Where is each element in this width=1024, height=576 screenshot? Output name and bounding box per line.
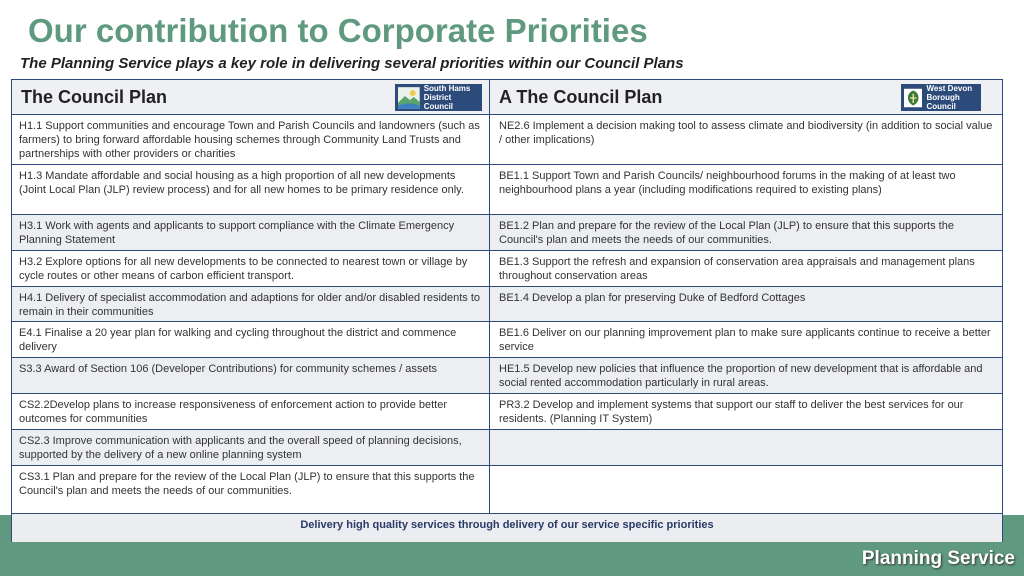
- table-row: [12, 393, 1002, 429]
- left-header-text: The Council Plan: [21, 87, 168, 107]
- brand-label: Planning Service: [861, 548, 1015, 569]
- west-devon-logo-line2: Borough Council: [926, 93, 960, 111]
- table-row: [12, 250, 1002, 286]
- left-cell: H4.1 Delivery of specialist accommodation and adaptions for older and/or disabled residents to remain in their communities: [12, 287, 490, 321]
- south-hams-logo: [395, 84, 482, 111]
- right-cell: NE2.6 Implement a decision making tool to assess climate and biodiversity (in addition to social value / other implications): [499, 120, 993, 146]
- right-cell: BE1.1 Support Town and Parish Councils/ neighbourhood forums in the making of at least two neighbourhood plans a year (including modifications required to existing plans): [499, 170, 956, 196]
- table-row: [12, 164, 1002, 214]
- right-cell: BE1.2 Plan and prepare for the review of the Local Plan (JLP) to ensure that this supports the Council's plan and meets the needs of our communities.: [499, 220, 954, 246]
- table-row: [12, 357, 1002, 393]
- table-row: [12, 214, 1002, 250]
- landscape-icon: [398, 87, 420, 109]
- right-cell: BE1.4 Develop a plan for preserving Duke of Bedford Cottages: [499, 292, 806, 304]
- south-hams-logo-line2: District Council: [423, 93, 454, 111]
- west-devon-logo-line1: West Devon: [926, 84, 973, 93]
- right-cell: [490, 430, 1002, 465]
- left-cell: E4.1 Finalise a 20 year plan for walking and cycling throughout the district and commence delivery: [12, 322, 490, 357]
- priorities-table: [11, 79, 1003, 542]
- left-cell: H3.2 Explore options for all new developments to be connected to nearest town or village by cycle routes or other means of carbon efficient transport.: [12, 251, 490, 286]
- right-cell: [490, 466, 1002, 513]
- left-cell: H1.1 Support communities and encourage Town and Parish Councils and landowners (such as farmers) to bring forward affordable housing schemes through Community Land Trusts and partnerships with other providers or charities: [12, 115, 490, 164]
- table-row: [12, 114, 1002, 164]
- right-cell: HE1.5 Develop new policies that influence the proportion of new development that is affordable and social rented accommodation particularly in rural areas.: [499, 363, 983, 389]
- table-footer: Delivery high quality services through delivery of our service specific priorities: [12, 513, 1002, 542]
- left-cell: CS3.1 Plan and prepare for the review of the Local Plan (JLP) to ensure that this supports the Council's plan and meets the needs of our communities.: [12, 466, 490, 513]
- left-column-header: [12, 80, 490, 114]
- left-cell: S3.3 Award of Section 106 (Developer Contributions) for community schemes / assets: [12, 358, 490, 393]
- crest-icon: [904, 87, 922, 109]
- right-column-header: [490, 80, 1002, 114]
- table-row: [12, 465, 1002, 513]
- left-cell: H1.3 Mandate affordable and social housing as a high proportion of all new developments (Joint Local Plan (JLP) review process) and for all new homes to be primary residence only.: [12, 165, 490, 214]
- page-subtitle: The Planning Service plays a key role in delivering several priorities within our Council Plans: [20, 55, 684, 72]
- right-cell: BE1.6 Deliver on our planning improvement plan to make sure applicants continue to receive a better service: [499, 327, 991, 353]
- table-row: [12, 286, 1002, 321]
- table-row: [12, 321, 1002, 357]
- right-cell: BE1.3 Support the refresh and expansion of conservation area appraisals and management plans throughout conservation areas: [499, 256, 975, 282]
- south-hams-logo-line1: South Hams: [423, 84, 471, 93]
- page-title: Our contribution to Corporate Priorities: [28, 12, 648, 49]
- right-header-text: A The Council Plan: [499, 87, 663, 107]
- left-cell: CS2.2Develop plans to increase responsiveness of enforcement action to provide better outcomes for communities: [12, 394, 490, 429]
- table-row: [12, 429, 1002, 465]
- left-cell: CS2.3 Improve communication with applicants and the overall speed of planning decisions, supported by the delivery of a new online planning system: [12, 430, 490, 465]
- left-cell: H3.1 Work with agents and applicants to support compliance with the Climate Emergency Planning Statement: [12, 215, 490, 250]
- west-devon-logo: [901, 84, 981, 111]
- right-cell: PR3.2 Develop and implement systems that support our staff to deliver the best services for our residents. (Planning IT System): [499, 399, 964, 425]
